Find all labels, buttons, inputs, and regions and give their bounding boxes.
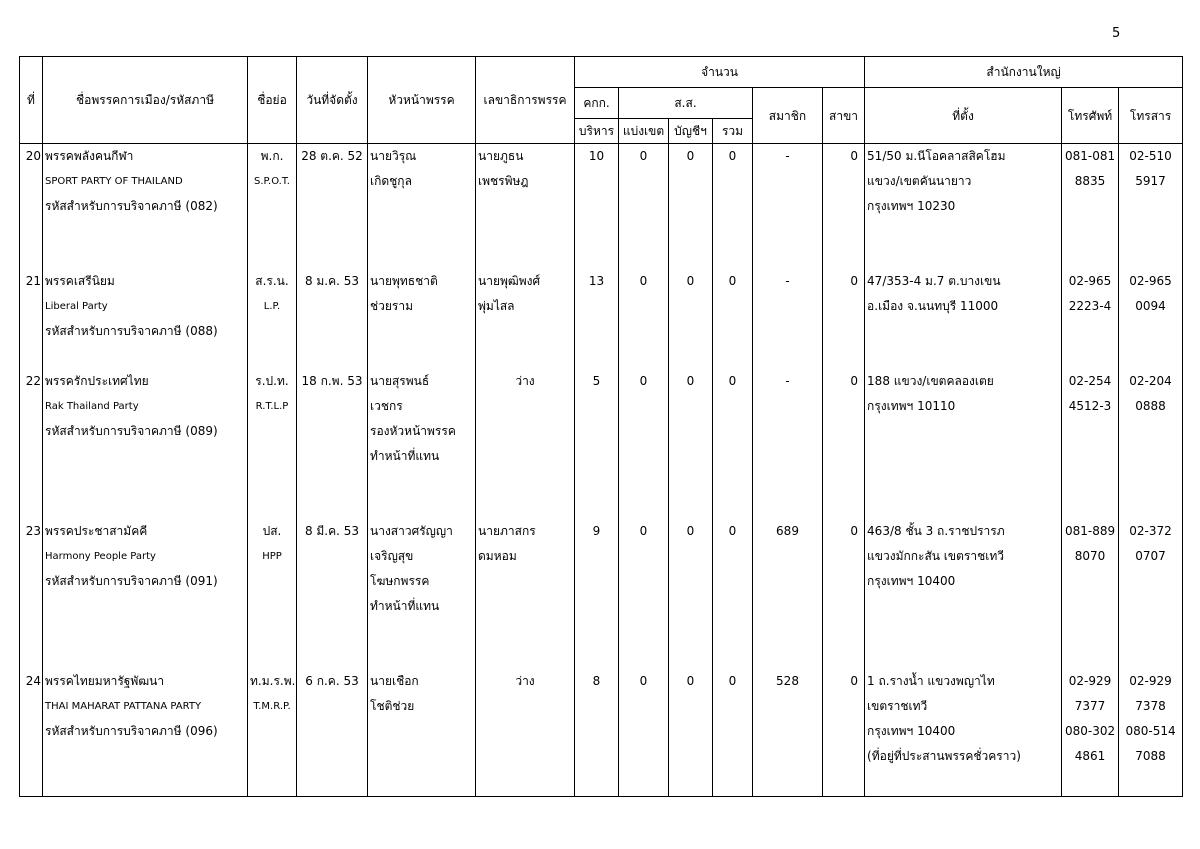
hq-address-line: 51/50 ม.นีโอคลาสสิคโฮม [867, 149, 1006, 163]
header-branches: สาขา [823, 88, 865, 144]
hq-fax-line: 5917 [1135, 174, 1166, 188]
hq-phone-line: 4861 [1074, 749, 1106, 763]
branch-count [823, 519, 865, 669]
hq-phone-line: 7377 [1074, 699, 1106, 713]
header-count-group: จำนวน [575, 57, 865, 88]
table-row [20, 669, 1183, 797]
hq-phone-line: 02-929 [1068, 674, 1112, 688]
mp-district-count [619, 269, 669, 369]
row-number-text: 20 [25, 149, 41, 163]
party-name [43, 269, 248, 369]
row-number-text: 24 [25, 674, 41, 688]
branch-count [823, 144, 865, 270]
member-count-text: 528 [776, 674, 799, 688]
member-count [753, 369, 823, 519]
hq-address-line: กรุงเทพฯ 10110 [867, 399, 956, 413]
party-leader-line: เวชกร [370, 399, 403, 413]
hq-fax [1119, 519, 1183, 669]
hq-address-line: กรุงเทพฯ 10230 [867, 199, 956, 213]
exec-count [575, 144, 619, 270]
hq-phone [1062, 369, 1119, 519]
party-leader-line: นางสาวศรัญญา [370, 524, 453, 538]
member-count [753, 519, 823, 669]
page-number: 5 [1112, 26, 1121, 41]
hq-phone-line: 2223-4 [1068, 299, 1112, 313]
party-abbr [248, 519, 297, 669]
branch-count [823, 269, 865, 369]
mp-list-count [669, 369, 713, 519]
exec-count-text: 5 [592, 374, 601, 388]
hq-fax [1119, 269, 1183, 369]
party-secretary [476, 519, 575, 669]
header-mp-total: รวม [713, 119, 753, 144]
party-abbr-en: HPP [262, 551, 282, 562]
mp-list-text: 0 [686, 274, 695, 288]
founded-date [297, 269, 368, 369]
party-secretary-line: เพชรพิษฎ [478, 174, 529, 188]
exec-count-text: 9 [592, 524, 601, 538]
member-count-text: - [785, 274, 790, 288]
member-count [753, 669, 823, 797]
hq-phone-line: 8835 [1074, 174, 1106, 188]
mp-district-text: 0 [639, 674, 648, 688]
hq-address-line: 463/8 ชั้น 3 ถ.ราชปรารภ [867, 524, 1005, 538]
hq-phone-line: 081-081 [1064, 149, 1116, 163]
hq-address [865, 369, 1062, 519]
party-leader-line: นายสุรพนธ์ [370, 374, 430, 388]
party-name-th: พรรคพลังคนกีฬา [45, 149, 134, 163]
party-secretary-line: นายพุฒิพงศ์ [478, 274, 541, 288]
party-abbr-th: ส.ร.น. [255, 274, 289, 288]
exec-count [575, 369, 619, 519]
branch-count-text: 0 [850, 524, 859, 538]
branch-count-text: 0 [850, 274, 859, 288]
party-name-th: พรรครักประเทศไทย [45, 374, 149, 388]
founded-date [297, 519, 368, 669]
header-fax: โทรสาร [1119, 88, 1183, 144]
hq-fax-line: 0707 [1135, 549, 1166, 563]
party-leader [368, 369, 476, 519]
row-number-text: 23 [25, 524, 41, 538]
hq-address-line: แขวงมักกะสัน เขตราชเทวี [867, 549, 1004, 563]
hq-address-line: กรุงเทพฯ 10400 [867, 724, 956, 738]
mp-district-text: 0 [639, 149, 648, 163]
hq-phone [1062, 144, 1119, 270]
party-name [43, 669, 248, 797]
party-leader-line: นายพุทธชาติ [370, 274, 438, 288]
mp-total-count [713, 269, 753, 369]
party-abbr-en: L.P. [263, 301, 281, 312]
hq-fax-line: 0094 [1135, 299, 1166, 313]
branch-count [823, 369, 865, 519]
hq-fax [1119, 669, 1183, 797]
party-leader-line: โฆษกพรรค [370, 574, 430, 588]
party-name-en: THAI MAHARAT PATTANA PARTY [45, 701, 202, 712]
header-name: ชื่อพรรคการเมือง/รหัสภาษี [43, 57, 248, 144]
mp-district-count [619, 669, 669, 797]
hq-address-line: เขตราชเทวี [867, 699, 928, 713]
party-secretary-line: นายภาสกร [478, 524, 536, 538]
party-leader-line: รองหัวหน้าพรรค [370, 424, 456, 438]
hq-address [865, 519, 1062, 669]
party-leader-line: นายเชือก [370, 674, 419, 688]
party-secretary [476, 269, 575, 369]
hq-fax-line: 7378 [1135, 699, 1166, 713]
header-exec-bottom: บริหาร [575, 119, 619, 144]
party-leader [368, 269, 476, 369]
member-count-text: - [785, 374, 790, 388]
header-leader: หัวหน้าพรรค [368, 57, 476, 144]
header-address: ที่ตั้ง [865, 88, 1062, 144]
row-number [20, 519, 43, 669]
party-name [43, 369, 248, 519]
party-abbr [248, 269, 297, 369]
mp-list-count [669, 669, 713, 797]
hq-phone [1062, 519, 1119, 669]
mp-list-count [669, 144, 713, 270]
hq-phone-line: 02-965 [1068, 274, 1112, 288]
party-abbr-en: R.T.L.P [255, 401, 289, 412]
table-row [20, 519, 1183, 669]
mp-district-text: 0 [639, 274, 648, 288]
mp-total-count [713, 669, 753, 797]
party-secretary-line: พุ่มไสล [478, 299, 515, 313]
mp-district-count [619, 369, 669, 519]
hq-address [865, 269, 1062, 369]
hq-address-line: 188 แขวง/เขตคลองเตย [867, 374, 994, 388]
founded-date-text: 8 มี.ค. 53 [304, 524, 360, 538]
party-tax-code: รหัสสำหรับการบริจาคภาษี (088) [45, 324, 218, 338]
hq-fax [1119, 144, 1183, 270]
hq-phone-line: 080-302 [1064, 724, 1116, 738]
hq-phone-line: 081-889 [1064, 524, 1116, 538]
party-abbr-th: ร.ป.ท. [255, 374, 289, 388]
founded-date-text: 18 ก.พ. 53 [301, 374, 363, 388]
table-row [20, 144, 1183, 270]
exec-count [575, 269, 619, 369]
header-mp-group: ส.ส. [619, 88, 753, 119]
party-leader-line: เจริญสุข [370, 549, 414, 563]
mp-district-text: 0 [639, 524, 648, 538]
hq-phone [1062, 669, 1119, 797]
header-members: สมาชิก [753, 88, 823, 144]
hq-fax-line: 02-965 [1129, 274, 1172, 288]
exec-count [575, 669, 619, 797]
hq-fax-line: 02-929 [1129, 674, 1172, 688]
row-number [20, 669, 43, 797]
party-leader [368, 669, 476, 797]
party-secretary-line: นายภูธน [478, 149, 524, 163]
table-row [20, 269, 1183, 369]
hq-address-line: (ที่อยู่ที่ประสานพรรคชั่วคราว) [867, 749, 1021, 763]
party-name-th: พรรคเสรีนิยม [45, 274, 115, 288]
header-founded: วันที่จัดตั้ง [297, 57, 368, 144]
hq-address [865, 669, 1062, 797]
party-abbr-en: T.M.R.P. [253, 701, 291, 712]
row-number [20, 144, 43, 270]
party-tax-code: รหัสสำหรับการบริจาคภาษี (089) [45, 424, 218, 438]
hq-phone-line: 4512-3 [1068, 399, 1112, 413]
hq-fax-line: 02-372 [1129, 524, 1172, 538]
mp-total-text: 0 [728, 674, 737, 688]
party-abbr [248, 669, 297, 797]
party-abbr-th: ปส. [262, 524, 282, 538]
header-exec-top: คกก. [575, 88, 619, 119]
branch-count-text: 0 [850, 674, 859, 688]
hq-fax-line: 0888 [1135, 399, 1166, 413]
party-secretary-line: ดมหอม [478, 549, 517, 563]
party-leader-line: โชติช่วย [370, 699, 415, 713]
hq-address-line: แขวง/เขตคันนายาว [867, 174, 972, 188]
mp-district-text: 0 [639, 374, 648, 388]
founded-date-text: 28 ต.ค. 52 [301, 149, 363, 163]
mp-list-text: 0 [686, 149, 695, 163]
party-name-th: พรรคประชาสามัคคี [45, 524, 148, 538]
party-abbr-th: พ.ก. [260, 149, 284, 163]
mp-district-count [619, 519, 669, 669]
mp-total-text: 0 [728, 274, 737, 288]
hq-address-line: อ.เมือง จ.นนทบุรี 11000 [867, 299, 999, 313]
mp-list-text: 0 [686, 674, 695, 688]
member-count-text: - [785, 149, 790, 163]
mp-total-text: 0 [728, 149, 737, 163]
party-name-en: Rak Thailand Party [45, 401, 139, 412]
hq-fax-line: 7088 [1135, 749, 1166, 763]
party-abbr-th: ท.ม.ร.พ. [250, 674, 296, 688]
member-count [753, 144, 823, 270]
hq-address-line: 47/353-4 ม.7 ต.บางเขน [867, 274, 1001, 288]
party-name-en: Liberal Party [45, 301, 108, 312]
hq-address-line: 1 ถ.รางน้ำ แขวงพญาไท [867, 674, 995, 688]
founded-date [297, 369, 368, 519]
hq-address [865, 144, 1062, 270]
party-secretary-line: ว่าง [515, 674, 535, 688]
party-name-th: พรรคไทยมหารัฐพัฒนา [45, 674, 165, 688]
party-leader [368, 144, 476, 270]
party-leader-line: เกิดชูกุล [370, 174, 412, 188]
hq-fax-line: 02-510 [1129, 149, 1172, 163]
party-secretary [476, 144, 575, 270]
party-secretary [476, 669, 575, 797]
header-mp-list: บัญชีฯ [669, 119, 713, 144]
party-secretary [476, 369, 575, 519]
exec-count-text: 13 [588, 274, 605, 288]
mp-total-text: 0 [728, 524, 737, 538]
party-tax-code: รหัสสำหรับการบริจาคภาษี (082) [45, 199, 218, 213]
row-number-text: 21 [25, 274, 41, 288]
hq-phone [1062, 269, 1119, 369]
mp-list-text: 0 [686, 374, 695, 388]
party-leader-line: นายวิรุณ [370, 149, 417, 163]
member-count-text: 689 [776, 524, 799, 538]
mp-list-text: 0 [686, 524, 695, 538]
hq-fax-line: 080-514 [1125, 724, 1176, 738]
row-number [20, 269, 43, 369]
party-secretary-line: ว่าง [515, 374, 535, 388]
founded-date [297, 144, 368, 270]
mp-list-count [669, 519, 713, 669]
header-abbr: ชื่อย่อ [248, 57, 297, 144]
party-name-en: SPORT PARTY OF THAILAND [45, 176, 183, 187]
hq-phone-line: 8070 [1074, 549, 1106, 563]
table-row [20, 369, 1183, 519]
mp-total-count [713, 519, 753, 669]
mp-list-count [669, 269, 713, 369]
party-leader-line: ช่วยราม [370, 299, 414, 313]
party-leader [368, 519, 476, 669]
party-tax-code: รหัสสำหรับการบริจาคภาษี (091) [45, 574, 218, 588]
member-count [753, 269, 823, 369]
mp-total-count [713, 144, 753, 270]
mp-total-count [713, 369, 753, 519]
header-hq-group: สำนักงานใหญ่ [865, 57, 1183, 88]
party-name [43, 519, 248, 669]
founded-date-text: 8 ม.ค. 53 [304, 274, 360, 288]
party-leader-line: ทำหน้าที่แทน [370, 449, 440, 463]
hq-address-line: กรุงเทพฯ 10400 [867, 574, 956, 588]
party-tax-code: รหัสสำหรับการบริจาคภาษี (096) [45, 724, 218, 738]
exec-count-text: 8 [592, 674, 601, 688]
mp-total-text: 0 [728, 374, 737, 388]
branch-count [823, 669, 865, 797]
party-name [43, 144, 248, 270]
mp-district-count [619, 144, 669, 270]
party-table [19, 56, 1183, 797]
party-abbr [248, 369, 297, 519]
branch-count-text: 0 [850, 149, 859, 163]
hq-fax-line: 02-204 [1129, 374, 1172, 388]
hq-phone-line: 02-254 [1068, 374, 1112, 388]
header-phone: โทรศัพท์ [1062, 88, 1119, 144]
founded-date-text: 6 ก.ค. 53 [305, 674, 359, 688]
row-number-text: 22 [25, 374, 41, 388]
header-mp-district: แบ่งเขต [619, 119, 669, 144]
header-secretary: เลขาธิการพรรค [476, 57, 575, 144]
party-abbr-en: S.P.O.T. [254, 176, 290, 187]
exec-count [575, 519, 619, 669]
party-name-en: Harmony People Party [45, 551, 156, 562]
party-leader-line: ทำหน้าที่แทน [370, 599, 440, 613]
hq-fax [1119, 369, 1183, 519]
row-number [20, 369, 43, 519]
branch-count-text: 0 [850, 374, 859, 388]
founded-date [297, 669, 368, 797]
party-abbr [248, 144, 297, 270]
header-no: ที่ [20, 57, 43, 144]
exec-count-text: 10 [588, 149, 605, 163]
